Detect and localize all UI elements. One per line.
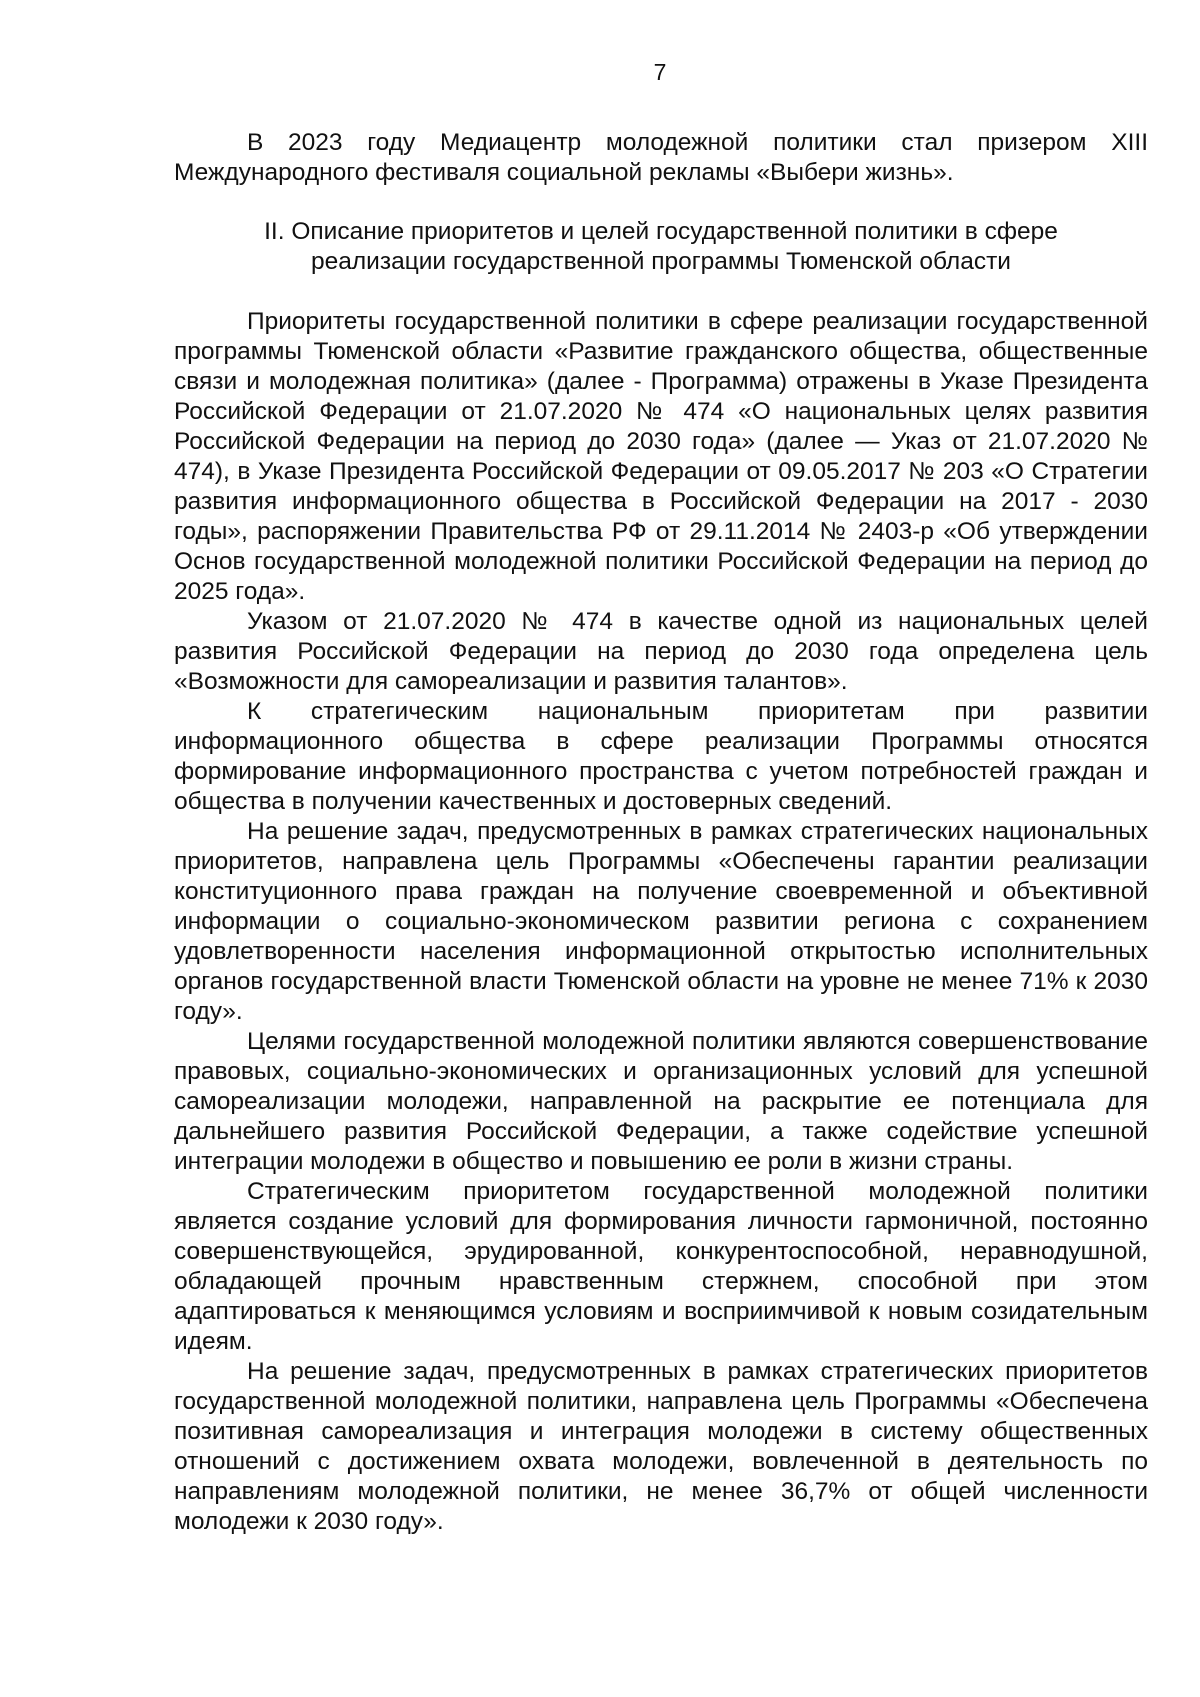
paragraph-information-society: К стратегическим национальным приоритетам при развитии информационного общества в сфере реализации Программы относятся формирование информационного пространства с учетом потребностей граждан и общества в получении качественных и достоверных сведений. xyxy=(174,698,1148,815)
section-heading xyxy=(174,217,1148,277)
paragraph-information-goal: На решение задач, предусмотренных в рамках стратегических национальных приоритетов, направлена цель Программы «Обеспечены гарантии реализации конституционного права граждан на получение своевременной и объективной информации о социально-экономическом развитии региона с сохранением удовлетворенности населения информационной открытостью исполнительных органов государственной власти Тюменской области на уровне не менее 71% к 2030 году». xyxy=(174,818,1148,1025)
document-body xyxy=(174,128,1148,1537)
paragraph-strategic-priority: Стратегическим приоритетом государственной молодежной политики является создание условий для формирования личности гармоничной, постоянно совершенствующейся, эрудированной, конкурентоспособной, неравнодушной, обладающей прочным нравственным стержнем, способной при этом адаптироваться к меняющимся условиям и восприимчивой к новым созидательным идеям. xyxy=(174,1178,1148,1355)
paragraph-priorities: Приоритеты государственной политики в сфере реализации государственной программы Тюменской области «Развитие гражданского общества, общественные связи и молодежная политика» (далее - Программа) отражены в Указе Президента Российской Федерации от 21.07.2020 № 474 «О национальных целях развития Российской Федерации на период до 2030 года» (далее — Указ от 21.07.2020 № 474), в Указе Президента Российской Федерации от 09.05.2017 № 203 «О Стратегии развития информационного общества в Российской Федерации на 2017 - 2030 годы», распоряжении Правительства РФ от 29.11.2014 № 2403-р «Об утверждении Основ государственной молодежной политики Российской Федерации на период до 2025 года». xyxy=(174,308,1148,605)
intro-paragraph: В 2023 году Медиацентр молодежной политики стал призером XIII Международного фестиваля социальной рекламы «Выбери жизнь». xyxy=(174,129,1148,186)
paragraph-youth-policy-goals: Целями государственной молодежной политики являются совершенствование правовых, социально-экономических и организационных условий для успешной самореализации молодежи, направленной на раскрытие ее потенциала для дальнейшего развития Российской Федерации, а также содействие успешной интеграции молодежи в общество и повышению ее роли в жизни страны. xyxy=(174,1028,1148,1175)
section-heading-line-2: реализации государственной программы Тюменской области xyxy=(311,248,1011,275)
page-number: 7 xyxy=(653,59,667,85)
section-heading-line-1: II. Описание приоритетов и целей государственной политики в сфере xyxy=(264,218,1058,245)
paragraph-decree-goal: Указом от 21.07.2020 № 474 в качестве одной из национальных целей развития Российской Федерации на период до 2030 года определена цель «Возможности для самореализации и развития талантов». xyxy=(174,608,1148,695)
paragraph-youth-goal: На решение задач, предусмотренных в рамках стратегических приоритетов государственной молодежной политики, направлена цель Программы «Обеспечена позитивная самореализация и интеграция молодежи в систему общественных отношений с достижением охвата молодежи, вовлеченной в деятельность по направлениям молодежной политики, не менее 36,7% от общей численности молодежи к 2030 году». xyxy=(174,1358,1148,1535)
